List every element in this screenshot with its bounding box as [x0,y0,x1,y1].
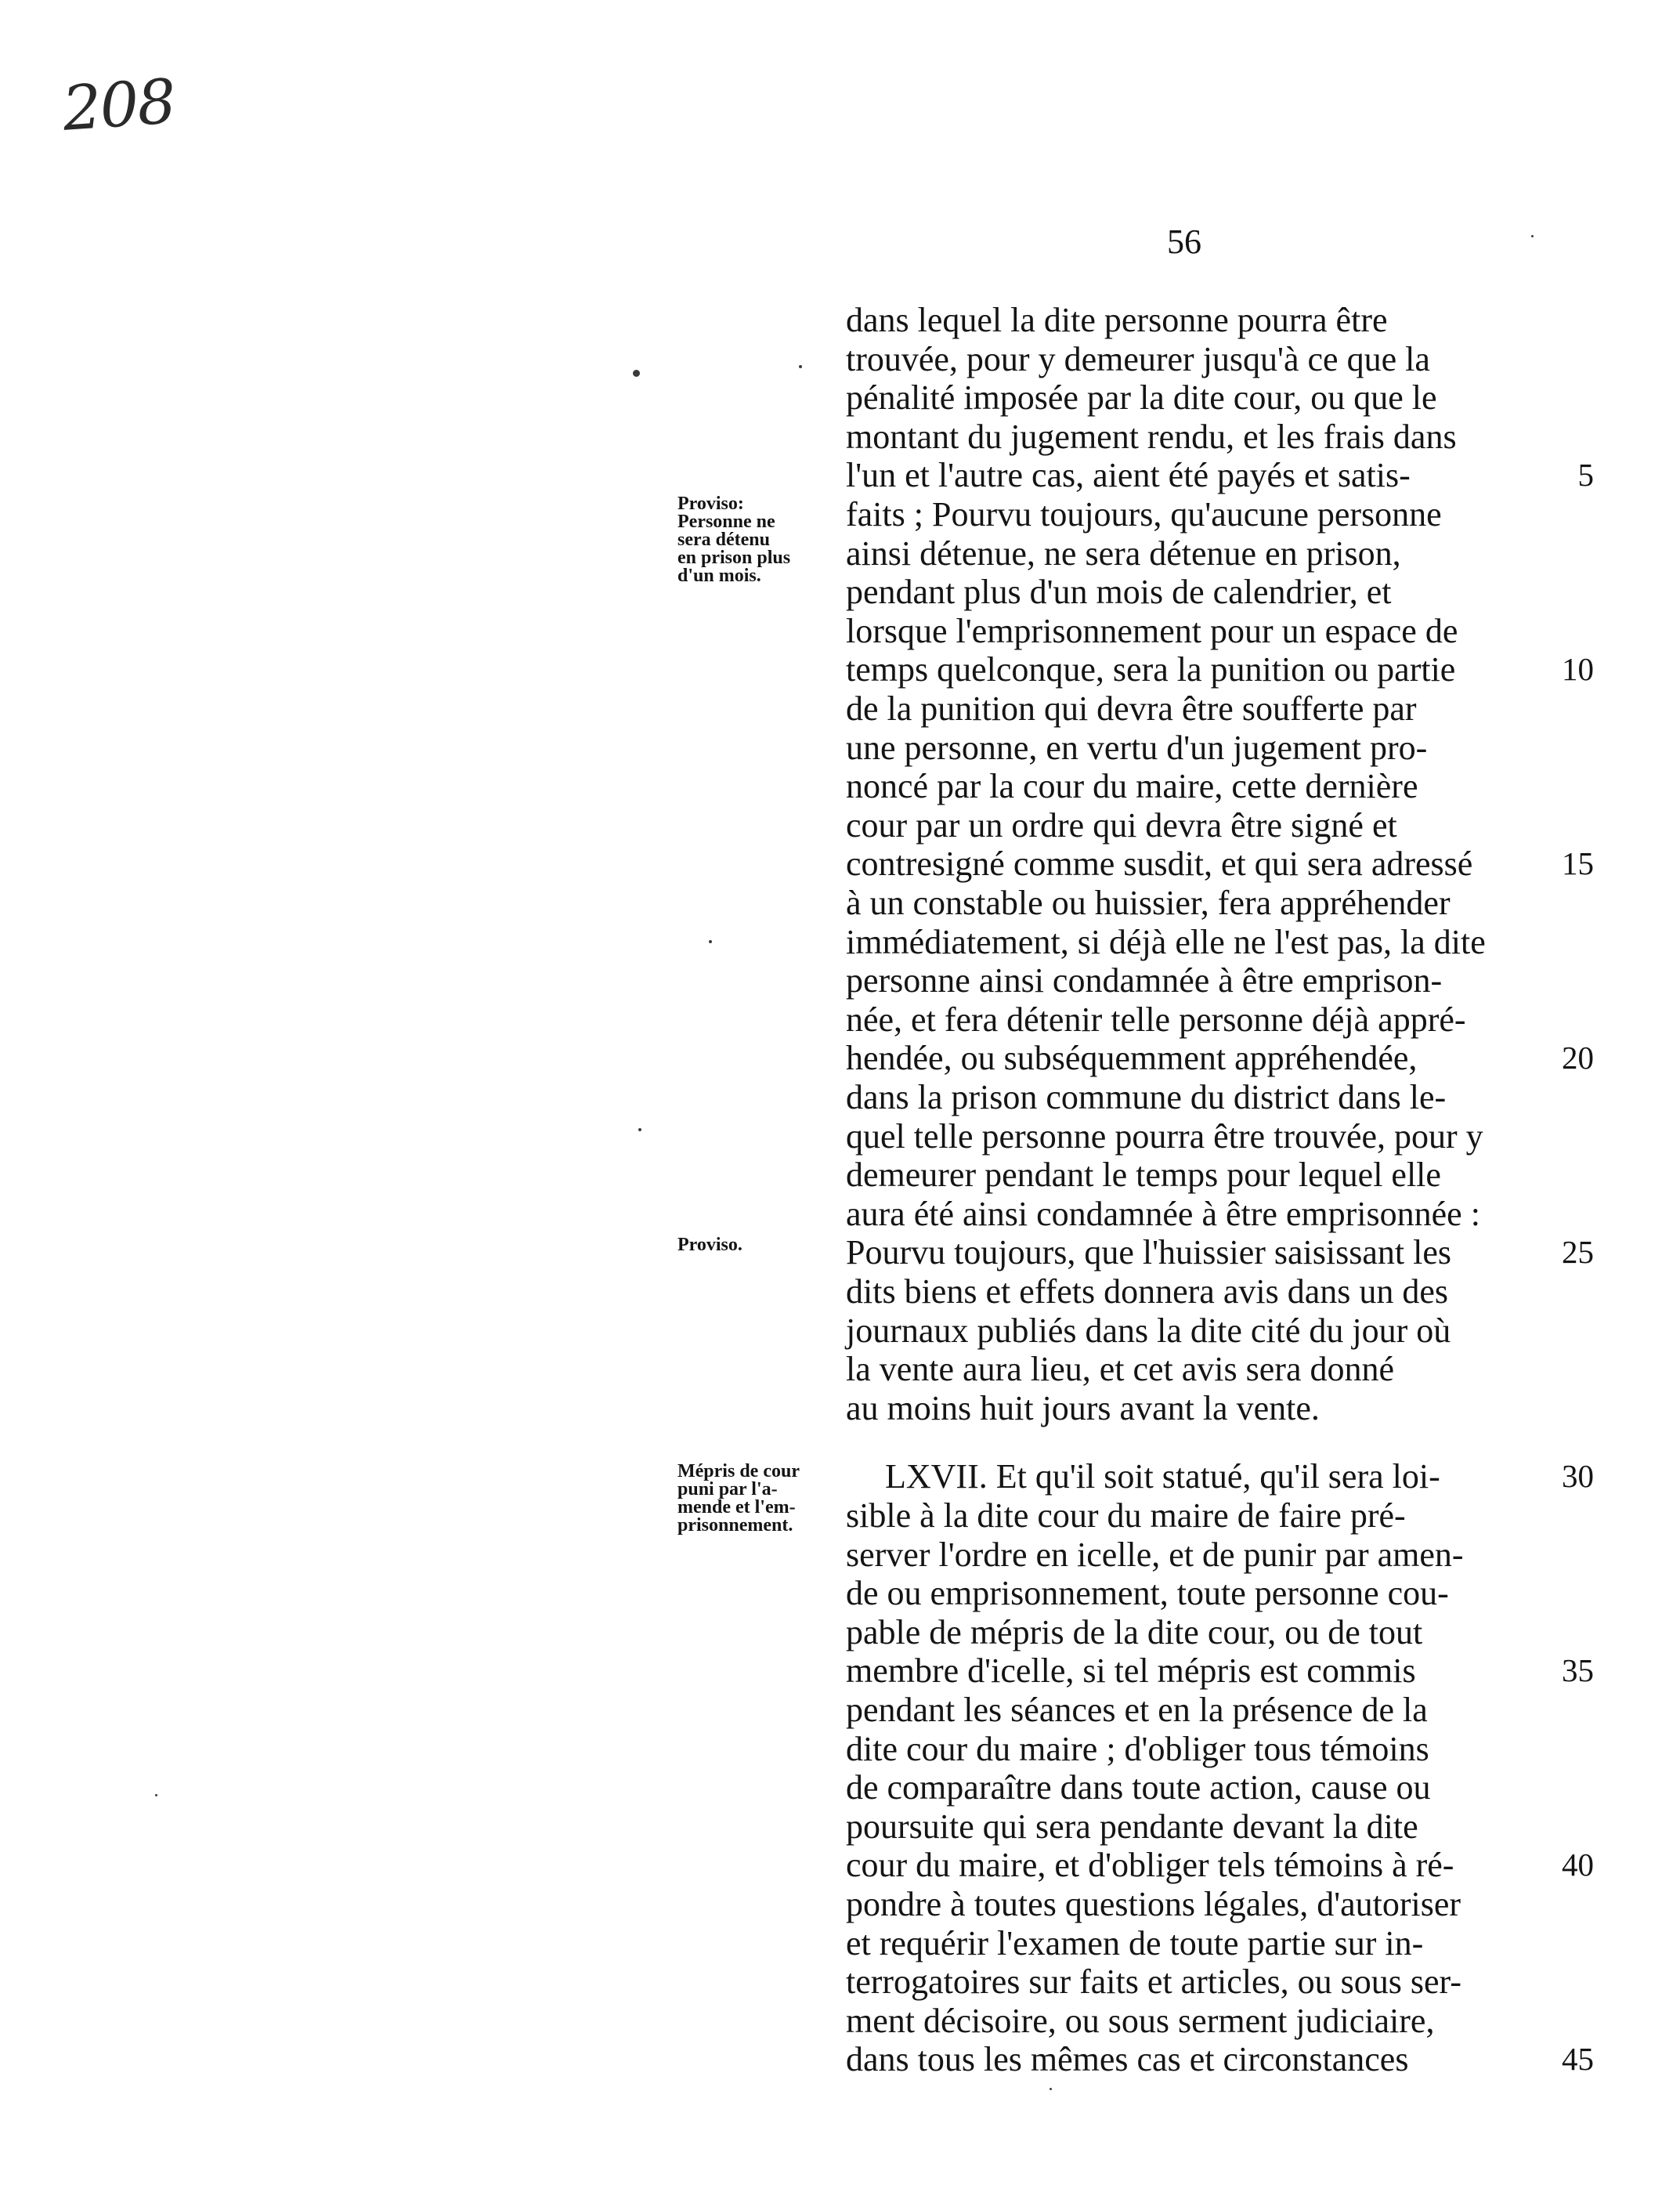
body-line: faits ; Pourvu toujours, qu'aucune personne [846,495,1442,534]
line-number: 25 [1562,1234,1594,1271]
marginal-note-line: d'un mois. [677,566,761,586]
body-line: demeurer pendant le temps pour lequel elle [846,1156,1441,1195]
scan-speck [638,1128,641,1131]
body-line: cour par un ordre qui devra être signé et [846,805,1397,845]
scan-speck [1050,2088,1052,2090]
body-line: dans tous les mêmes cas et circonstances [846,2040,1409,2079]
line-number: 5 [1577,457,1594,494]
page-number: 56 [1167,222,1201,261]
body-line: montant du jugement rendu, et les frais dans [846,417,1457,456]
marginal-note-line: sera détenu [677,530,770,550]
body-line: temps quelconque, sera la punition ou partie [846,650,1456,689]
marginal-note-contempt [677,1463,818,1535]
body-line: dite cour du maire ; d'obliger tous témoins [846,1729,1429,1768]
body-line: pendant les séances et en la présence de la [846,1691,1428,1729]
marginal-note-line: prisonnement. [677,1515,793,1536]
body-line: terrogatoires sur faits et articles, ou sous ser- [846,1962,1461,2002]
body-line: membre d'icelle, si tel mépris est commis [846,1651,1416,1691]
body-line: sible à la dite cour du maire de faire pré- [846,1496,1406,1535]
body-line: Pourvu toujours, que l'huissier saisissant les [846,1233,1452,1272]
body-line: ment décisoire, ou sous serment judiciaire, [846,2001,1435,2040]
scan-speck [1531,235,1534,237]
body-line: de ou emprisonnement, toute personne cou- [846,1574,1449,1613]
body-line: lorsque l'emprisonnement pour un espace de [846,611,1458,650]
body-line: noncé par la cour du maire, cette dernière [846,767,1418,806]
marginal-note-line: puni par l'a- [677,1479,778,1499]
body-line: à un constable ou huissier, fera appréhender [846,884,1451,922]
body-line: LXVII. Et qu'il soit statué, qu'il sera loi- [885,1457,1440,1496]
body-line: trouvée, pour y demeurer jusqu'à ce que la [846,339,1430,378]
scan-speck [155,1794,157,1796]
marginal-note-proviso-detention [677,495,818,585]
body-line: pable de mépris de la dite cour, ou de tout [846,1612,1423,1651]
body-line: de comparaître dans toute action, cause ou [846,1768,1431,1807]
body-line: hendée, ou subséquemment appréhendée, [846,1039,1418,1078]
scan-speck [633,370,640,377]
body-line: dans lequel la dite personne pourra être [846,301,1388,339]
body-line: dits biens et effets donnera avis dans un des [846,1272,1449,1311]
handwritten-folio-number: 208 [60,67,177,145]
body-line: pondre à toutes questions légales, d'autoriser [846,1885,1461,1923]
body-line: pendant plus d'un mois de calendrier, et [846,573,1392,612]
body-line: personne ainsi condamnée à être emprison- [846,961,1443,1000]
body-line: et requérir l'examen de toute partie sur in- [846,1923,1424,1962]
scan-speck [709,940,712,943]
body-line: poursuite qui sera pendante devant la dite [846,1807,1418,1846]
marginal-note-line: en prison plus [677,548,791,568]
marginal-note-line: mende et l'em- [677,1497,796,1518]
line-number: 45 [1562,2041,1594,2078]
line-number: 20 [1562,1040,1594,1076]
body-line: journaux publiés dans la dite cité du jour où [846,1311,1451,1350]
line-number: 10 [1562,651,1594,688]
body-line: pénalité imposée par la dite cour, ou que le [846,378,1437,418]
body-line: ainsi détenue, ne sera détenue en prison, [846,534,1401,573]
marginal-note-line: Personne ne [677,512,775,532]
body-line: au moins huit jours avant la vente. [846,1388,1320,1427]
line-number: 40 [1562,1847,1594,1883]
scan-speck [799,365,802,368]
body-line: server l'ordre en icelle, et de punir par amen- [846,1535,1464,1574]
body-line: née, et fera détenir telle personne déjà appré- [846,1000,1466,1039]
body-line: une personne, en vertu d'un jugement pro- [846,728,1428,767]
body-line: aura été ainsi condamnée à être emprisonnée : [846,1194,1480,1233]
marginal-note-line: Proviso: [677,494,744,514]
line-number: 35 [1562,1652,1594,1689]
body-line: immédiatement, si déjà elle ne l'est pas, la dite [846,922,1486,961]
body-line: de la punition qui devra être soufferte par [846,689,1417,728]
body-line: quel telle personne pourra être trouvée, pour y [846,1116,1483,1156]
marginal-note-line: Proviso. [677,1235,742,1255]
body-line: cour du maire, et d'obliger tels témoins à ré- [846,1846,1454,1885]
body-line: la vente aura lieu, et cet avis sera donné [846,1350,1395,1389]
body-line: contresigné comme susdit, et qui sera adressé [846,845,1473,884]
line-number: 30 [1562,1458,1594,1495]
marginal-note-line: Mépris de cour [677,1461,800,1481]
marginal-note-proviso-notice [677,1236,818,1254]
body-line: l'un et l'autre cas, aient été payés et satis- [846,456,1411,495]
line-number: 15 [1562,845,1594,882]
body-line: dans la prison commune du district dans le- [846,1078,1447,1116]
